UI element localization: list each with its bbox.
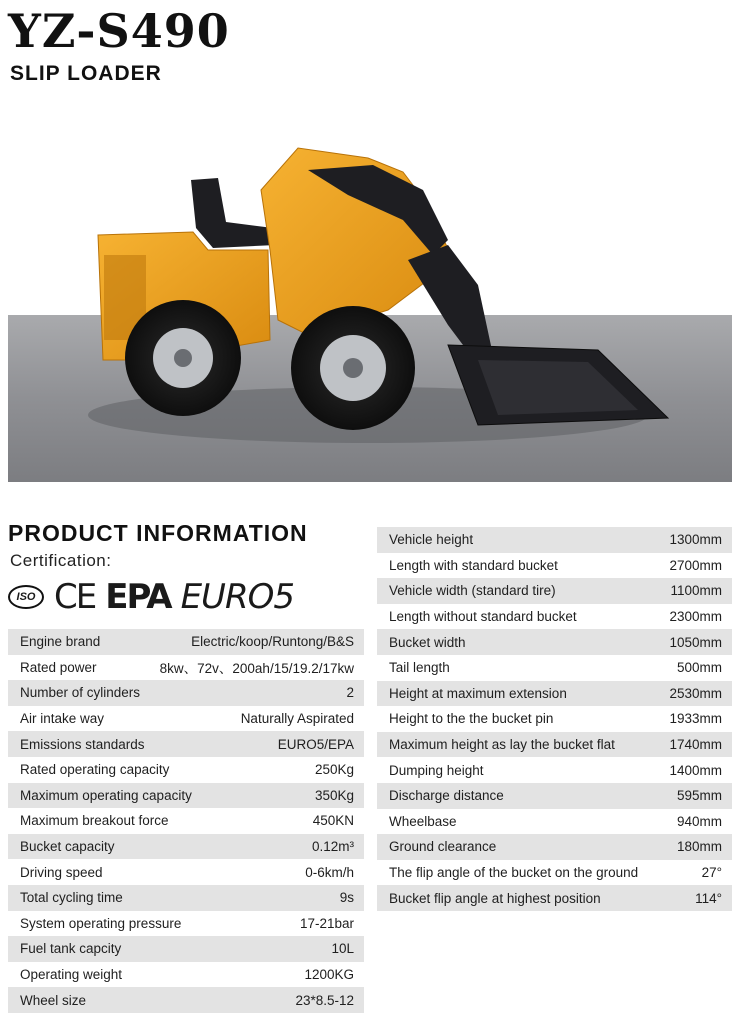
spec-label: System operating pressure xyxy=(20,915,182,931)
table-row xyxy=(377,809,732,835)
spec-value: 450KN xyxy=(312,813,354,829)
table-row xyxy=(377,732,732,758)
spec-value: 10L xyxy=(331,941,354,957)
spec-label: Number of cylinders xyxy=(20,685,141,701)
spec-value: 2 xyxy=(346,685,354,701)
product-info-title: PRODUCT INFORMATION xyxy=(8,520,308,546)
certification-label: Certification: xyxy=(10,551,112,570)
table-row xyxy=(8,680,364,706)
spec-value: 27° xyxy=(701,865,722,881)
spec-value: 1100mm xyxy=(670,583,722,599)
spec-label: Dumping height xyxy=(389,762,484,778)
spec-value: 0-6km/h xyxy=(305,864,354,880)
euro5-mark: EURO5 xyxy=(180,577,294,617)
spec-label: Length with standard bucket xyxy=(389,557,558,573)
spec-value: 350Kg xyxy=(314,787,354,803)
spec-value: 17-21bar xyxy=(299,915,354,931)
table-row xyxy=(377,834,732,860)
spec-label: Maximum operating capacity xyxy=(20,787,192,803)
table-row xyxy=(377,783,732,809)
table-row xyxy=(377,629,732,655)
table-row xyxy=(8,629,364,655)
spec-value: 1200KG xyxy=(304,967,354,983)
spec-label: Ground clearance xyxy=(389,839,497,855)
table-row xyxy=(8,783,364,809)
spec-value: 500mm xyxy=(676,660,722,676)
spec-value: 1740mm xyxy=(669,737,722,753)
table-row xyxy=(377,885,732,911)
spec-label: Total cycling time xyxy=(20,890,123,906)
spec-label: Fuel tank capcity xyxy=(20,941,122,957)
spec-value: 2530mm xyxy=(669,685,722,701)
spec-value: 23*8.5-12 xyxy=(295,992,354,1008)
spec-label: Bucket width xyxy=(389,634,466,650)
spec-label: Operating weight xyxy=(20,967,123,983)
spec-value: 1400mm xyxy=(669,762,722,778)
table-row xyxy=(377,860,732,886)
spec-label: Rated operating capacity xyxy=(20,762,170,778)
spec-value: 114° xyxy=(695,890,722,906)
spec-label: Wheelbase xyxy=(389,813,457,829)
spec-label: Vehicle height xyxy=(389,532,474,548)
table-row xyxy=(8,962,364,988)
spec-value: 2300mm xyxy=(669,609,722,625)
spec-value: EURO5/EPA xyxy=(277,736,354,752)
ce-mark: CE xyxy=(54,577,96,617)
spec-label: Vehicle width (standard tire) xyxy=(389,583,556,599)
spec-label: Rated power xyxy=(20,659,97,675)
spec-value: 595mm xyxy=(676,788,722,804)
table-row xyxy=(377,578,732,604)
spec-label: Height to the the bucket pin xyxy=(389,711,554,727)
table-row xyxy=(8,808,364,834)
table-row xyxy=(377,706,732,732)
table-row xyxy=(377,757,732,783)
spec-label: Height at maximum extension xyxy=(389,685,567,701)
table-row xyxy=(377,527,732,553)
spec-value: 0.12m³ xyxy=(311,839,354,855)
table-row xyxy=(8,834,364,860)
spec-label: Tail length xyxy=(389,660,450,676)
certification-logos xyxy=(8,574,308,620)
spec-value: 1050mm xyxy=(669,634,722,650)
spec-value: 8kw、72v、200ah/15/19.2/17kw xyxy=(159,661,354,677)
spec-value: 940mm xyxy=(676,813,722,829)
spec-table-left xyxy=(8,629,364,1013)
spec-value: Naturally Aspirated xyxy=(240,711,354,727)
table-row xyxy=(8,757,364,783)
product-subtitle: SLIP LOADER xyxy=(10,62,162,85)
model-title: YZ-S490 xyxy=(8,4,230,58)
table-row xyxy=(8,936,364,962)
spec-label: Bucket flip angle at highest position xyxy=(389,890,601,906)
table-row xyxy=(8,731,364,757)
spec-value: 1933mm xyxy=(669,711,722,727)
table-row xyxy=(8,706,364,732)
epa-mark: EPA xyxy=(105,577,171,617)
spec-label: Engine brand xyxy=(20,634,101,650)
table-row xyxy=(8,987,364,1013)
table-row xyxy=(377,553,732,579)
spec-value: 180mm xyxy=(676,839,722,855)
table-row xyxy=(8,859,364,885)
spec-label: Discharge distance xyxy=(389,788,504,804)
spec-value: 250Kg xyxy=(314,762,354,778)
table-row xyxy=(8,911,364,937)
table-row xyxy=(377,604,732,630)
spec-label: Emissions standards xyxy=(20,736,145,752)
spec-label: Wheel size xyxy=(20,992,87,1008)
spec-label: Driving speed xyxy=(20,864,103,880)
spec-label: The flip angle of the bucket on the ground xyxy=(389,865,639,881)
iso-logo: ISO xyxy=(8,585,44,609)
spec-value: 9s xyxy=(339,890,354,906)
spec-value: Electric/koop/Runtong/B&S xyxy=(191,634,354,650)
spec-label: Length without standard bucket xyxy=(389,609,577,625)
spec-value: 2700mm xyxy=(669,557,722,573)
table-row xyxy=(8,655,364,681)
table-row xyxy=(8,885,364,911)
loader-photo xyxy=(8,110,732,482)
spec-label: Air intake way xyxy=(20,711,105,727)
table-row xyxy=(377,681,732,707)
spec-label: Bucket capacity xyxy=(20,839,115,855)
spec-table-right xyxy=(377,527,732,911)
spec-value: 1300mm xyxy=(669,532,722,548)
spec-label: Maximum height as lay the bucket flat xyxy=(389,737,615,753)
table-row xyxy=(377,655,732,681)
spec-label: Maximum breakout force xyxy=(20,813,169,829)
